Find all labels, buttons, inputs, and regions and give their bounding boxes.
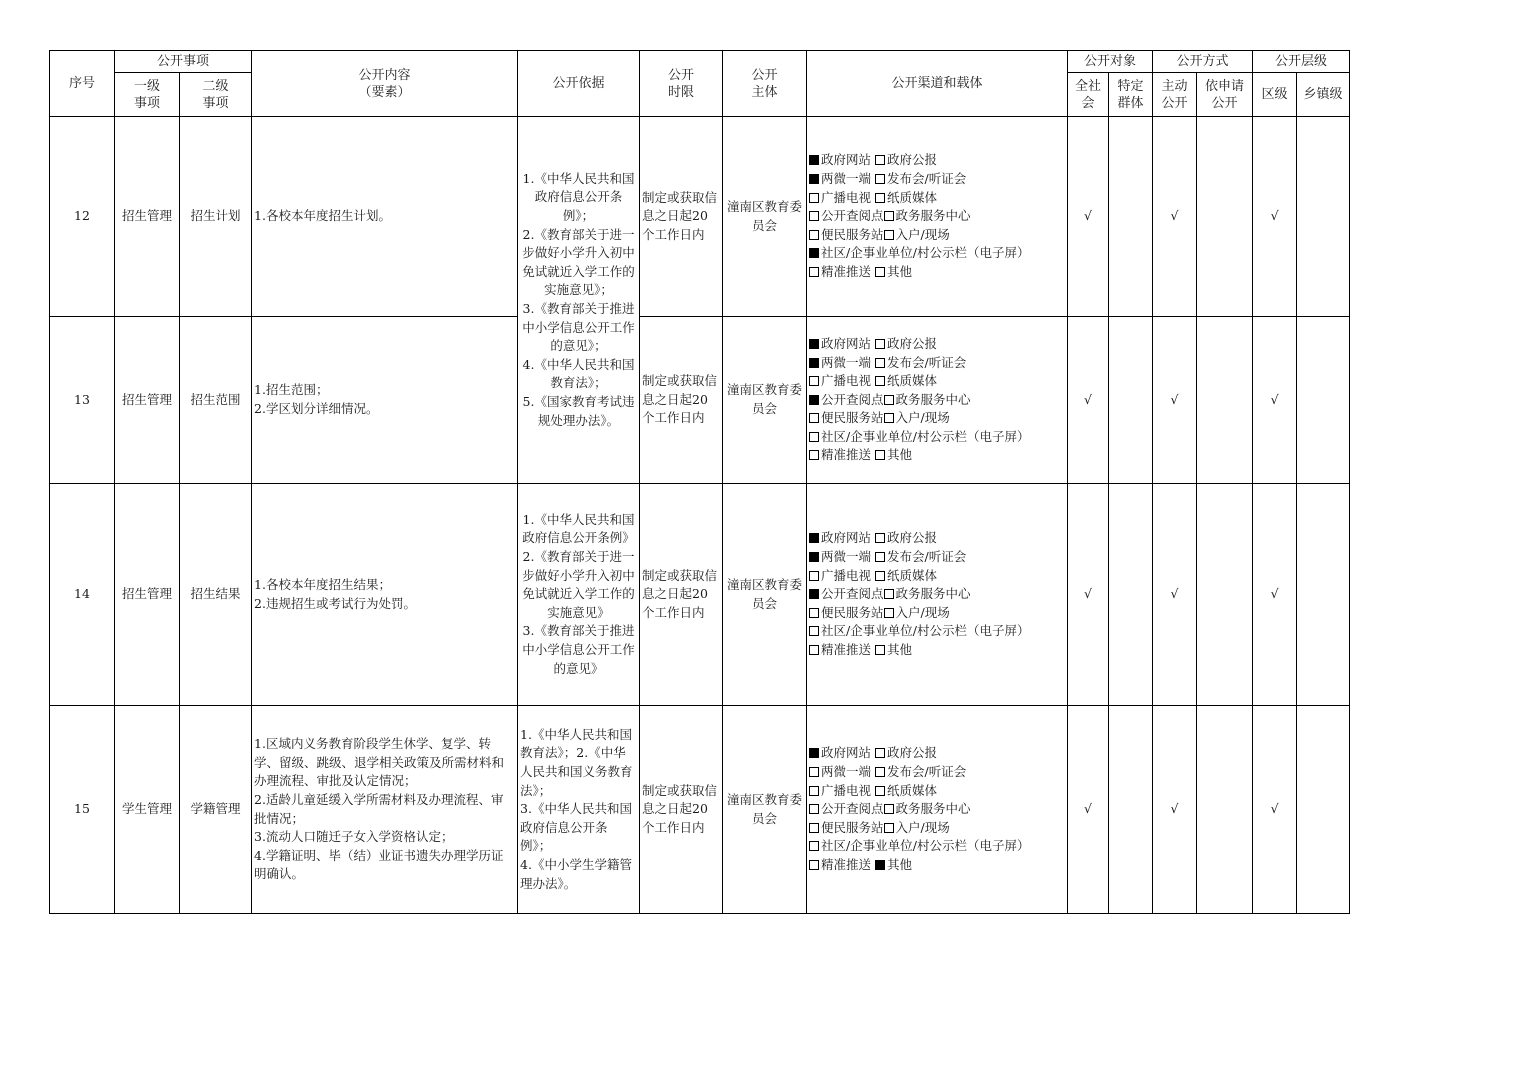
- header-obj-group: 特定 群体: [1109, 73, 1153, 117]
- header-time: 公开 时限: [640, 51, 723, 117]
- channel-option: [875, 264, 912, 279]
- cell-level-town: [1297, 117, 1350, 317]
- channel-option: [884, 605, 950, 620]
- unchecked-box-icon: [875, 155, 885, 165]
- unchecked-box-icon: [875, 339, 885, 349]
- header-level-town: 乡镇级: [1297, 73, 1350, 117]
- cell-obj-group: [1109, 117, 1153, 317]
- channel-label: 公开查阅点: [821, 586, 884, 602]
- channel-option: [809, 838, 1029, 853]
- channel-option: [875, 355, 966, 370]
- channel-label: 广播电视: [821, 189, 872, 205]
- header-content: 公开内容 （要素）: [252, 51, 518, 117]
- channel-option: [809, 530, 871, 545]
- channel-option: [884, 208, 971, 223]
- cell-time: 制定或获取信息之日起20个工作日内: [640, 706, 723, 914]
- unchecked-box-icon: [809, 211, 819, 221]
- header-subject: 公开 主体: [723, 51, 807, 117]
- channel-option: [809, 801, 884, 816]
- channel-label: 政府公报: [887, 530, 938, 546]
- checked-box-icon: [875, 860, 885, 870]
- channel-line: [809, 189, 1065, 208]
- unchecked-box-icon: [875, 786, 885, 796]
- cell-obj-group: [1109, 484, 1153, 706]
- channel-label: 社区/企事业单位/村公示栏（电子屏）: [821, 623, 1030, 639]
- channel-line: [809, 335, 1065, 354]
- channel-line: [809, 409, 1065, 428]
- channel-label: 社区/企事业单位/村公示栏（电子屏）: [821, 838, 1030, 854]
- cell-obj-all: [1068, 484, 1109, 706]
- cell-level2: 学籍管理: [180, 706, 252, 914]
- cell-level-district: [1253, 706, 1297, 914]
- unchecked-box-icon: [809, 608, 819, 618]
- channel-option: [809, 549, 871, 564]
- channel-label: 便民服务站: [821, 604, 884, 620]
- channel-line: [809, 151, 1065, 170]
- channel-label: 入户/现场: [895, 410, 950, 426]
- channel-label: 社区/企事业单位/村公示栏（电子屏）: [821, 245, 1030, 261]
- channel-option: [809, 586, 884, 601]
- channel-line: [809, 604, 1065, 623]
- channel-label: 发布会/听证会: [887, 354, 967, 370]
- unchecked-box-icon: [875, 193, 885, 203]
- channel-option: [809, 392, 884, 407]
- unchecked-box-icon: [809, 432, 819, 442]
- channel-label: 便民服务站: [821, 226, 884, 242]
- cell-subject: 潼南区教育委员会: [723, 317, 807, 484]
- channel-option: [875, 783, 937, 798]
- channel-label: 其他: [887, 641, 913, 657]
- unchecked-box-icon: [809, 823, 819, 833]
- check-mark: √: [1170, 208, 1179, 224]
- channel-label: 政府公报: [887, 745, 938, 761]
- channel-label: 公开查阅点: [821, 801, 884, 817]
- channel-option: [884, 227, 950, 242]
- unchecked-box-icon: [884, 211, 894, 221]
- cell-level-district: [1253, 117, 1297, 317]
- cell-level-town: [1297, 706, 1350, 914]
- header-object: 公开对象: [1068, 51, 1153, 73]
- channel-line: [809, 548, 1065, 567]
- channel-label: 其他: [887, 447, 913, 463]
- unchecked-box-icon: [875, 767, 885, 777]
- unchecked-box-icon: [875, 267, 885, 277]
- channel-label: 入户/现场: [895, 819, 950, 835]
- unchecked-box-icon: [884, 608, 894, 618]
- channel-line: [809, 856, 1065, 875]
- check-mark: √: [1084, 801, 1092, 817]
- channel-option: [809, 410, 884, 425]
- channel-label: 精准推送: [821, 856, 872, 872]
- unchecked-box-icon: [809, 767, 819, 777]
- check-mark: √: [1270, 586, 1279, 602]
- channel-label: 两微一端: [821, 171, 872, 187]
- unchecked-box-icon: [875, 358, 885, 368]
- channel-label: 发布会/听证会: [887, 171, 967, 187]
- unchecked-box-icon: [875, 450, 885, 460]
- channel-label: 纸质媒体: [887, 189, 938, 205]
- channel-label: 入户/现场: [895, 604, 950, 620]
- channel-line: [809, 782, 1065, 801]
- cell-subject: 潼南区教育委员会: [723, 484, 807, 706]
- unchecked-box-icon: [809, 804, 819, 814]
- check-mark: √: [1084, 391, 1092, 407]
- cell-seq: 13: [50, 317, 115, 484]
- channel-option: [809, 190, 871, 205]
- cell-level1: 招生管理: [115, 117, 180, 317]
- unchecked-box-icon: [884, 230, 894, 240]
- channel-label: 便民服务站: [821, 819, 884, 835]
- header-seq: 序号: [50, 51, 115, 117]
- cell-seq: 14: [50, 484, 115, 706]
- checked-box-icon: [809, 155, 819, 165]
- channel-option: [809, 355, 871, 370]
- channel-option: [884, 410, 950, 425]
- channel-option: [875, 190, 937, 205]
- channel-option: [809, 605, 884, 620]
- unchecked-box-icon: [809, 230, 819, 240]
- channel-label: 纸质媒体: [887, 567, 938, 583]
- channel-option: [809, 227, 884, 242]
- channel-label: 发布会/听证会: [887, 764, 967, 780]
- cell-seq: 15: [50, 706, 115, 914]
- channel-option: [875, 373, 937, 388]
- header-obj-all: 全社 会: [1068, 73, 1109, 117]
- channel-option: [809, 857, 871, 872]
- unchecked-box-icon: [809, 645, 819, 655]
- channel-option: [809, 623, 1029, 638]
- cell-level1: 学生管理: [115, 706, 180, 914]
- channel-line: [809, 567, 1065, 586]
- cell-time: 制定或获取信息之日起20个工作日内: [640, 117, 723, 317]
- channel-label: 政务服务中心: [895, 208, 971, 224]
- unchecked-box-icon: [884, 413, 894, 423]
- unchecked-box-icon: [884, 589, 894, 599]
- channel-line: [809, 744, 1065, 763]
- channel-label: 其他: [887, 856, 913, 872]
- header-level: 公开层级: [1253, 51, 1350, 73]
- channel-option: [809, 568, 871, 583]
- channel-option: [809, 447, 871, 462]
- channel-option: [809, 245, 1029, 260]
- checked-box-icon: [809, 174, 819, 184]
- channel-option: [809, 429, 1029, 444]
- header-basis: 公开依据: [518, 51, 640, 117]
- channel-label: 政府公报: [887, 152, 938, 168]
- cell-basis: 1.《中华人民共和国政府信息公开条例》 2.《教育部关于进一步做好小学升入初中免试就近入学工作的实施意见》 3.《教育部关于推进中小学信息公开工作的意见》: [518, 484, 640, 706]
- unchecked-box-icon: [875, 533, 885, 543]
- cell-level1: 招生管理: [115, 317, 180, 484]
- channel-label: 政府网站: [821, 335, 872, 351]
- table-row: [50, 706, 1350, 914]
- channel-line: [809, 763, 1065, 782]
- cell-level-district: [1253, 317, 1297, 484]
- cell-method-active: [1153, 117, 1197, 317]
- channel-option: [875, 447, 912, 462]
- check-mark: √: [1084, 586, 1092, 602]
- channel-line: [809, 529, 1065, 548]
- channel-label: 广播电视: [821, 373, 872, 389]
- channel-label: 政府网站: [821, 152, 872, 168]
- channel-line: [809, 837, 1065, 856]
- channel-option: [809, 642, 871, 657]
- checked-box-icon: [809, 552, 819, 562]
- channel-label: 纸质媒体: [887, 782, 938, 798]
- channel-option: [875, 171, 966, 186]
- channel-label: 政府公报: [887, 335, 938, 351]
- channel-label: 政务服务中心: [895, 801, 971, 817]
- header-method-active: 主动 公开: [1153, 73, 1197, 117]
- channel-label: 便民服务站: [821, 410, 884, 426]
- cell-method-request: [1197, 484, 1253, 706]
- channel-option: [809, 764, 871, 779]
- cell-seq: 12: [50, 117, 115, 317]
- unchecked-box-icon: [809, 193, 819, 203]
- header-method: 公开方式: [1153, 51, 1253, 73]
- channel-label: 广播电视: [821, 782, 872, 798]
- cell-method-request: [1197, 706, 1253, 914]
- channel-label: 公开查阅点: [821, 391, 884, 407]
- channel-line: [809, 446, 1065, 465]
- channel-label: 广播电视: [821, 567, 872, 583]
- cell-time: 制定或获取信息之日起20个工作日内: [640, 317, 723, 484]
- check-mark: √: [1170, 391, 1179, 407]
- channel-label: 政府网站: [821, 745, 872, 761]
- channel-line: [809, 641, 1065, 660]
- table-row: [50, 484, 1350, 706]
- unchecked-box-icon: [875, 376, 885, 386]
- header-level1: 一级 事项: [115, 73, 180, 117]
- unchecked-box-icon: [875, 645, 885, 655]
- unchecked-box-icon: [809, 571, 819, 581]
- channel-label: 公开查阅点: [821, 208, 884, 224]
- cell-method-request: [1197, 317, 1253, 484]
- channel-line: [809, 391, 1065, 410]
- checked-box-icon: [809, 589, 819, 599]
- check-mark: √: [1270, 801, 1279, 817]
- channel-option: [884, 586, 971, 601]
- channel-option: [809, 152, 871, 167]
- disclosure-table: [49, 50, 1350, 914]
- unchecked-box-icon: [809, 267, 819, 277]
- unchecked-box-icon: [809, 786, 819, 796]
- channel-option: [875, 568, 937, 583]
- cell-channels: [807, 706, 1068, 914]
- channel-label: 社区/企事业单位/村公示栏（电子屏）: [821, 428, 1030, 444]
- cell-time: 制定或获取信息之日起20个工作日内: [640, 484, 723, 706]
- channel-option: [809, 373, 871, 388]
- cell-level2: 招生范围: [180, 317, 252, 484]
- cell-level2: 招生计划: [180, 117, 252, 317]
- channel-label: 两微一端: [821, 764, 872, 780]
- unchecked-box-icon: [809, 450, 819, 460]
- channel-option: [875, 530, 937, 545]
- unchecked-box-icon: [809, 413, 819, 423]
- cell-channels: [807, 117, 1068, 317]
- check-mark: √: [1084, 208, 1092, 224]
- channel-label: 入户/现场: [895, 226, 950, 242]
- unchecked-box-icon: [875, 552, 885, 562]
- cell-level1: 招生管理: [115, 484, 180, 706]
- cell-basis: 1.《中华人民共和国教育法》；2.《中华人民共和国义务教育法》； 3.《中华人民共和国政府信息公开条例》； 4.《中小学生学籍管理办法》。: [518, 706, 640, 914]
- channel-line: [809, 207, 1065, 226]
- check-mark: √: [1170, 801, 1179, 817]
- cell-subject: 潼南区教育委员会: [723, 117, 807, 317]
- cell-level-town: [1297, 484, 1350, 706]
- header-level-district: 区级: [1253, 73, 1297, 117]
- channel-option: [809, 264, 871, 279]
- header-matters: 公开事项: [115, 51, 252, 73]
- unchecked-box-icon: [809, 860, 819, 870]
- channel-option: [875, 642, 912, 657]
- cell-method-request: [1197, 117, 1253, 317]
- channel-option: [875, 152, 937, 167]
- checked-box-icon: [809, 358, 819, 368]
- channel-option: [809, 745, 871, 760]
- cell-method-active: [1153, 706, 1197, 914]
- unchecked-box-icon: [809, 841, 819, 851]
- channel-option: [884, 820, 950, 835]
- cell-obj-all: [1068, 317, 1109, 484]
- checked-box-icon: [809, 748, 819, 758]
- channel-option: [884, 801, 971, 816]
- channel-label: 政务服务中心: [895, 391, 971, 407]
- cell-subject: 潼南区教育委员会: [723, 706, 807, 914]
- cell-channels: [807, 484, 1068, 706]
- channel-label: 精准推送: [821, 641, 872, 657]
- channel-line: [809, 585, 1065, 604]
- cell-level2: 招生结果: [180, 484, 252, 706]
- unchecked-box-icon: [875, 174, 885, 184]
- cell-level-district: [1253, 484, 1297, 706]
- unchecked-box-icon: [884, 823, 894, 833]
- channel-option: [809, 336, 871, 351]
- cell-obj-all: [1068, 706, 1109, 914]
- channel-option: [875, 336, 937, 351]
- channel-option: [875, 745, 937, 760]
- channel-label: 发布会/听证会: [887, 549, 967, 565]
- header-channel: 公开渠道和载体: [807, 51, 1068, 117]
- channel-line: [809, 263, 1065, 282]
- channel-option: [809, 783, 871, 798]
- channel-label: 两微一端: [821, 354, 872, 370]
- channel-line: [809, 170, 1065, 189]
- channel-line: [809, 622, 1065, 641]
- unchecked-box-icon: [884, 804, 894, 814]
- unchecked-box-icon: [875, 748, 885, 758]
- channel-label: 政务服务中心: [895, 586, 971, 602]
- header-level2: 二级 事项: [180, 73, 252, 117]
- channel-label: 精准推送: [821, 447, 872, 463]
- table-row: [50, 117, 1350, 317]
- cell-content: 1.各校本年度招生计划。: [252, 117, 518, 317]
- channel-label: 两微一端: [821, 549, 872, 565]
- channel-option: [809, 208, 884, 223]
- cell-obj-group: [1109, 706, 1153, 914]
- checked-box-icon: [809, 248, 819, 258]
- channel-line: [809, 800, 1065, 819]
- channel-option: [809, 171, 871, 186]
- channel-line: [809, 226, 1065, 245]
- cell-method-active: [1153, 317, 1197, 484]
- header-method-request: 依申请 公开: [1197, 73, 1253, 117]
- cell-content: 1.区域内义务教育阶段学生休学、复学、转学、留级、跳级、退学相关政策及所需材料和办理流程、审批及认定情况； 2.适龄儿童延缓入学所需材料及办理流程、审批情况； 3.流动人口随迁子女入学资格认定； 4.学籍证明、毕（结）业证书遗失办理学历证明确认。: [252, 706, 518, 914]
- channel-option: [875, 857, 912, 872]
- table-row: [50, 317, 1350, 484]
- channel-line: [809, 354, 1065, 373]
- cell-method-active: [1153, 484, 1197, 706]
- cell-basis: 1.《中华人民共和国政府信息公开条例》； 2.《教育部关于进一步做好小学升入初中免试就近入学工作的实施意见》； 3.《教育部关于推进中小学信息公开工作的意见》； 4.《中华人民共和国教育法》； 5.《国家教育考试违规处理办法》。: [518, 117, 640, 484]
- channel-line: [809, 244, 1065, 263]
- cell-obj-all: [1068, 117, 1109, 317]
- channel-line: [809, 819, 1065, 838]
- channel-option: [884, 392, 971, 407]
- cell-level-town: [1297, 317, 1350, 484]
- check-mark: √: [1270, 391, 1279, 407]
- channel-line: [809, 372, 1065, 391]
- channel-label: 纸质媒体: [887, 373, 938, 389]
- channel-option: [875, 764, 966, 779]
- cell-content: 1.各校本年度招生结果； 2.违规招生或考试行为处罚。: [252, 484, 518, 706]
- unchecked-box-icon: [809, 376, 819, 386]
- channel-option: [875, 549, 966, 564]
- checked-box-icon: [809, 533, 819, 543]
- checked-box-icon: [809, 339, 819, 349]
- unchecked-box-icon: [884, 395, 894, 405]
- channel-line: [809, 428, 1065, 447]
- check-mark: √: [1270, 208, 1279, 224]
- cell-channels: [807, 317, 1068, 484]
- unchecked-box-icon: [809, 626, 819, 636]
- channel-label: 政府网站: [821, 530, 872, 546]
- cell-obj-group: [1109, 317, 1153, 484]
- channel-label: 其他: [887, 263, 913, 279]
- check-mark: √: [1170, 586, 1179, 602]
- checked-box-icon: [809, 395, 819, 405]
- cell-content: 1.招生范围； 2.学区划分详细情况。: [252, 317, 518, 484]
- unchecked-box-icon: [875, 571, 885, 581]
- channel-label: 精准推送: [821, 263, 872, 279]
- channel-option: [809, 820, 884, 835]
